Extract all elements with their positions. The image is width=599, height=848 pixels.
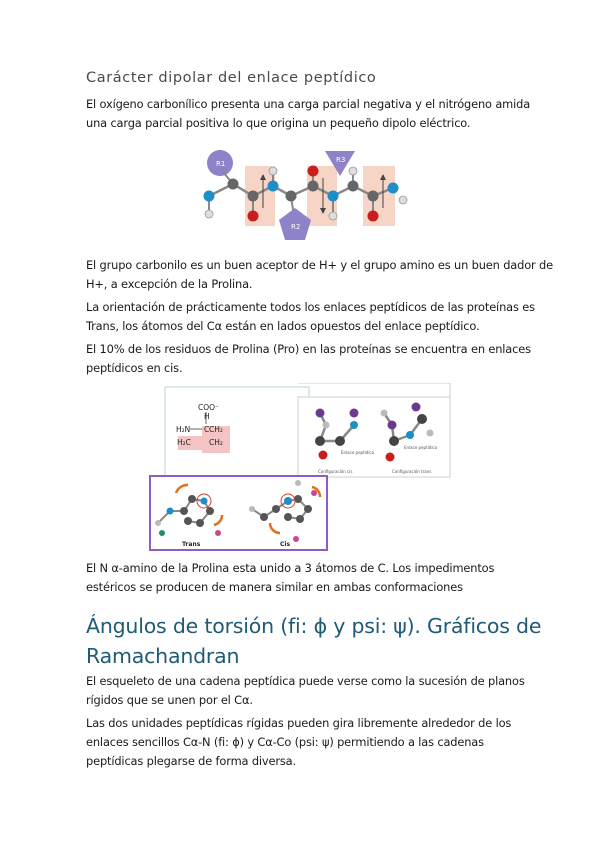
paragraph-backbone	[86, 672, 526, 710]
heading-torsion-angles	[86, 611, 541, 671]
r1-label: R1	[216, 160, 226, 168]
text-line: H+, a excepción de la Prolina.	[86, 277, 253, 291]
text-line: peptídicos en cis.	[86, 361, 183, 375]
trans-label: Trans	[182, 541, 201, 548]
paragraph-n-alpha	[86, 559, 526, 597]
h-label: H	[204, 412, 210, 421]
text-line: El grupo carbonilo es un buen aceptor de H+ y el grupo amino es un buen dador de	[86, 258, 553, 272]
text-line: peptídicas plegarse de forma diversa.	[86, 754, 296, 768]
r2-label: R2	[291, 223, 301, 231]
enlace-label-trans: Enlace peptídico	[404, 445, 438, 450]
cis-label: Cis	[280, 541, 291, 548]
paragraph-carbonyl	[86, 256, 553, 294]
config-trans-label: Configuración trans	[392, 469, 432, 474]
text-line: El oxígeno carbonílico presenta una carga parcial negativa y el nitrógeno amida	[86, 97, 531, 111]
paragraph-trans	[86, 298, 535, 336]
proline-trans-cis-panel	[150, 476, 327, 550]
text-line: El 10% de los residuos de Prolina (Pro) en las proteínas se encuentra en enlaces	[86, 342, 531, 356]
ch2-bottom-label: CH₂	[209, 438, 223, 447]
text-line: Trans, los átomos del Cα están en lados opuestos del enlace peptídico.	[86, 319, 480, 333]
peptide-chain-figure	[195, 148, 410, 245]
coo-label: COO⁻	[198, 403, 220, 412]
text-line: estéricos se producen de manera similar en ambas conformaciones	[86, 580, 463, 594]
heading-line: Ángulos de torsión (fi: ϕ y psi: ψ). Gráficos de	[86, 614, 542, 638]
h2c-label: H₂C	[177, 438, 191, 447]
text-line: rígidos que se unen por el Cα.	[86, 693, 253, 707]
text-line: una carga parcial positiva lo que origina un pequeño dipolo eléctrico.	[86, 116, 471, 130]
section-title: Carácter dipolar del enlace peptídico	[86, 70, 377, 86]
text-line: El esqueleto de una cadena peptídica puede verse como la sucesión de planos	[86, 674, 525, 688]
c-label: C	[204, 425, 210, 434]
heading-line: Ramachandran	[86, 644, 240, 668]
config-cis-label: Configuración cis	[318, 469, 353, 474]
ch2-right-label: CH₂	[209, 425, 223, 434]
text-line: La orientación de prácticamente todos los enlaces peptídicos de las proteínas es	[86, 300, 535, 314]
paragraph-rotation	[86, 714, 526, 771]
enlace-label-cis: Enlace peptídico	[341, 450, 375, 455]
h2n-label: H₂N	[176, 425, 191, 434]
paragraph-dipole	[86, 95, 531, 133]
text-line: enlaces sencillos Cα-N (fi: ϕ) y Cα-Co (psi: ψ) permitiendo a las cadenas	[86, 735, 484, 749]
r3-label: R3	[336, 156, 346, 164]
text-line: El N α-amino de la Prolina esta unido a 3 átomos de C. Los impedimentos	[86, 561, 495, 575]
paragraph-proline	[86, 340, 531, 378]
proline-cis-trans-figure	[148, 383, 452, 553]
text-line: Las dos unidades peptídicas rígidas pueden gira libremente alrededor de los	[86, 716, 512, 730]
